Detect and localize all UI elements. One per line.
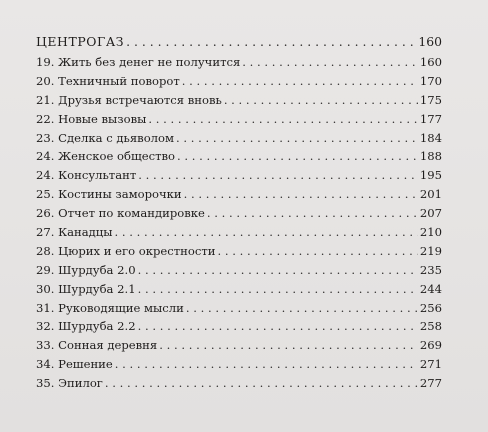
chapter-title [36, 225, 113, 239]
chapter-page-number: 188 [419, 149, 442, 164]
toc-entry [36, 357, 442, 376]
toc-entry [36, 112, 442, 131]
toc-section-heading [36, 34, 442, 54]
chapter-name: Отчет по командировке [58, 206, 205, 221]
toc-entry [36, 187, 442, 206]
chapter-name: Техничный поворот [58, 73, 180, 88]
toc-entry [36, 74, 442, 93]
chapter-title [36, 112, 146, 126]
chapter-name: Эпилог [58, 376, 103, 391]
chapter-page-number: 271 [419, 357, 442, 372]
toc-entry [36, 319, 442, 338]
dot-leader [184, 187, 418, 201]
toc-entry [36, 55, 442, 74]
chapter-title [36, 187, 182, 201]
dot-leader [186, 301, 418, 315]
chapter-page-number: 175 [419, 92, 442, 107]
toc-entry [36, 93, 442, 112]
chapter-title [36, 206, 205, 220]
chapter-page-number: 207 [419, 206, 442, 221]
chapter-name: Решение [58, 357, 113, 372]
chapter-page-number: 195 [419, 168, 442, 183]
dot-leader [115, 357, 418, 371]
toc-entry [36, 149, 442, 168]
dot-leader [115, 225, 418, 239]
chapter-name: Консультант [58, 168, 137, 183]
chapter-number: 33. [36, 338, 55, 353]
toc-entry [36, 338, 442, 357]
chapter-title [36, 244, 216, 258]
section-title: ЦЕНТРОГАЗ [36, 34, 125, 49]
chapter-name: Друзья встречаются вновь [58, 92, 222, 107]
chapter-number: 22. [36, 111, 55, 126]
chapter-title [36, 357, 113, 371]
chapter-page-number: 244 [419, 281, 442, 296]
chapter-name: Шурдуба 2.0 [58, 262, 136, 277]
chapter-title [36, 301, 184, 315]
chapter-page-number: 210 [419, 225, 442, 240]
chapter-title [36, 131, 174, 145]
chapter-number: 26. [36, 206, 55, 221]
chapter-name: Сделка с дьяволом [58, 130, 175, 145]
dot-leader [177, 149, 418, 163]
chapter-name: Канадцы [58, 225, 113, 240]
chapter-name: Шурдуба 2.1 [58, 281, 136, 296]
chapter-title [36, 376, 103, 390]
chapter-name: Жить без денег не получится [58, 55, 241, 69]
chapter-name: Костины заморочки [58, 187, 182, 202]
chapter-title [36, 338, 157, 352]
chapter-page-number: 277 [419, 376, 442, 391]
chapter-page-number: 177 [419, 111, 442, 126]
dot-leader [126, 34, 416, 49]
dot-leader [138, 319, 418, 333]
dot-leader [138, 168, 418, 182]
dot-leader [105, 376, 418, 390]
toc-entry [36, 301, 442, 320]
chapter-page-number: 235 [419, 262, 442, 277]
chapter-number: 32. [36, 319, 55, 334]
chapter-title [36, 55, 240, 69]
dot-leader [242, 55, 418, 69]
dot-leader [207, 206, 418, 220]
chapter-title [36, 263, 136, 277]
chapter-name: Руководящие мысли [58, 300, 184, 315]
chapter-number: 23. [36, 130, 55, 145]
chapter-number: 29. [36, 262, 55, 277]
chapter-number: 24. [36, 149, 55, 164]
chapter-name: Шурдуба 2.2 [58, 319, 136, 334]
chapter-title [36, 168, 136, 182]
dot-leader [218, 244, 418, 258]
toc-entry [36, 206, 442, 225]
chapter-name: Сонная деревня [58, 338, 158, 353]
chapter-page-number: 258 [419, 319, 442, 334]
dot-leader [182, 74, 418, 88]
dot-leader [176, 131, 418, 145]
chapter-name: Новые вызовы [58, 111, 147, 126]
chapter-page-number: 256 [419, 300, 442, 315]
section-page-number: 160 [418, 34, 442, 49]
toc-entry [36, 131, 442, 150]
dot-leader [148, 112, 418, 126]
chapter-number: 30. [36, 281, 55, 296]
dot-leader [159, 338, 418, 352]
chapter-page-number: 160 [419, 55, 442, 69]
chapter-name: Цюрих и его окрестности [58, 243, 216, 258]
toc-entry [36, 225, 442, 244]
chapter-number: 20. [36, 73, 55, 88]
chapter-page-number: 269 [419, 338, 442, 353]
chapter-title [36, 282, 136, 296]
chapter-page-number: 170 [419, 73, 442, 88]
chapter-title [36, 93, 222, 107]
chapter-number: 27. [36, 225, 55, 240]
chapter-number: 35. [36, 376, 55, 391]
chapter-number: 31. [36, 300, 55, 315]
toc-entries [36, 55, 442, 395]
chapter-number: 19. [36, 55, 55, 69]
chapter-name: Женское общество [58, 149, 176, 164]
chapter-title [36, 149, 175, 163]
chapter-title [36, 74, 180, 88]
dot-leader [138, 282, 418, 296]
chapter-number: 28. [36, 243, 55, 258]
toc-entry [36, 168, 442, 187]
chapter-number: 25. [36, 187, 55, 202]
dot-leader [138, 263, 418, 277]
table-of-contents [36, 34, 442, 395]
toc-entry [36, 376, 442, 395]
toc-entry [36, 244, 442, 263]
chapter-number: 21. [36, 92, 55, 107]
chapter-number: 24. [36, 168, 55, 183]
dot-leader [224, 93, 418, 107]
chapter-page-number: 184 [419, 130, 442, 145]
toc-entry [36, 282, 442, 301]
toc-entry [36, 263, 442, 282]
chapter-page-number: 201 [419, 187, 442, 202]
chapter-page-number: 219 [419, 243, 442, 258]
chapter-number: 34. [36, 357, 55, 372]
chapter-title [36, 319, 136, 333]
